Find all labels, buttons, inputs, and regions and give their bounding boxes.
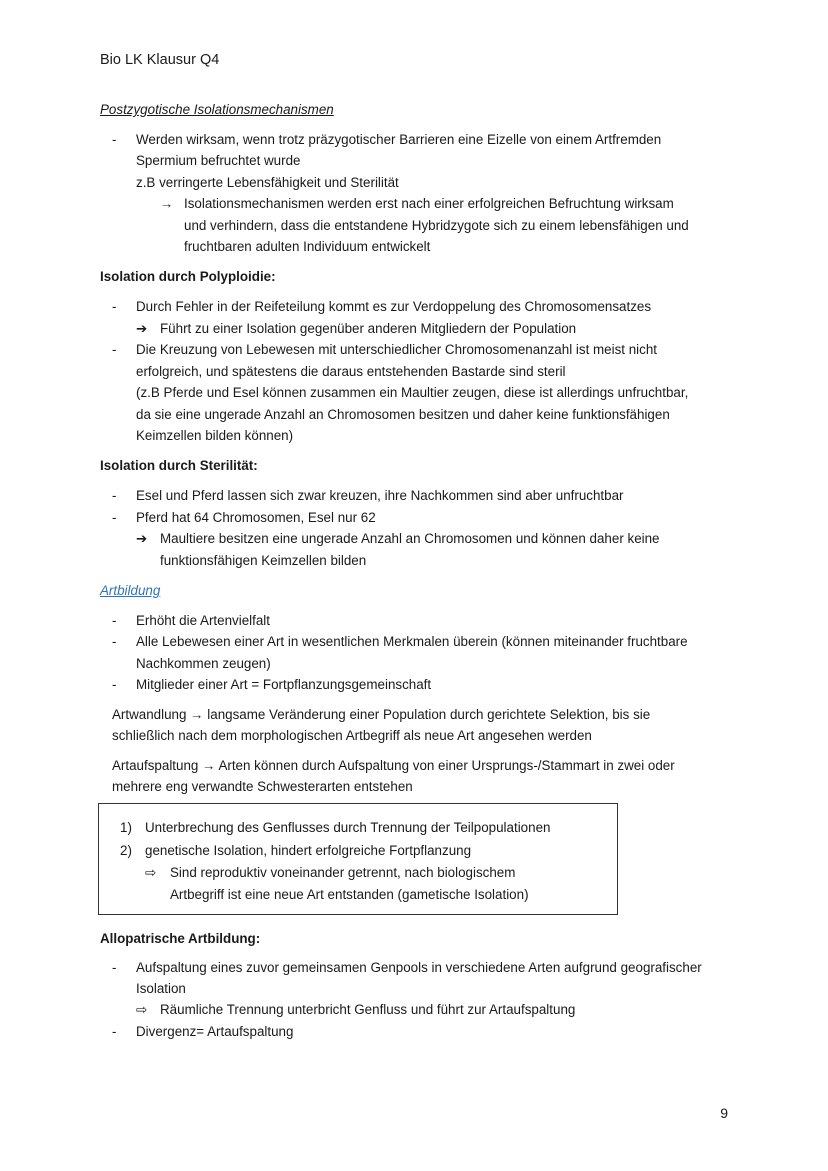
section-heading-sterilitaet: Isolation durch Sterilität:: [100, 458, 258, 473]
text-line: fruchtbaren adulten Individuum entwickelt: [184, 239, 431, 254]
text-line: Pferd hat 64 Chromosomen, Esel nur 62: [136, 510, 376, 525]
list-number: 2): [120, 843, 132, 858]
bullet-dash: -: [112, 132, 117, 147]
text-line: Aufspaltung eines zuvor gemeinsamen Genpools in verschiedene Arten aufgrund geografischer: [136, 960, 702, 975]
section-heading-postzygotisch: Postzygotische Isolationsmechanismen: [100, 102, 334, 117]
text-line: Artbegriff ist eine neue Art entstanden (gametische Isolation): [170, 887, 529, 902]
text-line: Sind reproduktiv voneinander getrennt, nach biologischem: [170, 865, 516, 880]
text-line: Führt zu einer Isolation gegenüber anderen Mitgliedern der Population: [160, 321, 577, 336]
text-line: Maultiere besitzen eine ungerade Anzahl an Chromosomen und können daher keine: [160, 531, 660, 546]
arrow-icon: ➔: [136, 321, 148, 336]
arrow-icon: ⇨: [145, 865, 157, 880]
text-line: mehrere eng verwandte Schwesterarten entstehen: [112, 779, 413, 794]
text-line: Keimzellen bilden können): [136, 428, 294, 443]
text-line: Durch Fehler in der Reifeteilung kommt es zur Verdoppelung des Chromosomensatzes: [136, 299, 652, 314]
bullet-dash: -: [112, 510, 117, 525]
bullet-dash: -: [112, 342, 117, 357]
text-line: Unterbrechung des Genflusses durch Trennung der Teilpopulationen: [145, 820, 551, 835]
text-line: Alle Lebewesen einer Art in wesentlichen Merkmalen überein (können miteinander fruchtbare: [136, 634, 688, 649]
text-line: Nachkommen zeugen): [136, 656, 271, 671]
bullet-dash: -: [112, 677, 117, 692]
arrow-icon: ⇨: [136, 1002, 148, 1017]
page-number: 9: [720, 1105, 728, 1121]
text-line: Spermium befruchtet wurde: [136, 153, 301, 168]
section-heading-artbildung[interactable]: Artbildung: [100, 583, 161, 598]
text-line: da sie eine ungerade Anzahl an Chromosomen besitzen und daher keine funktionsfähigen: [136, 407, 670, 422]
text-line: Divergenz= Artaufspaltung: [136, 1024, 294, 1039]
section-heading-allopatrisch: Allopatrische Artbildung:: [100, 931, 261, 946]
text-line: erfolgreich, und spätestens die daraus entstehenden Bastarde sind steril: [136, 364, 566, 379]
arrow-icon: ➔: [136, 531, 148, 546]
text-line: Isolation: [136, 981, 186, 996]
text-line: schließlich nach dem morphologischen Artbegriff als neue Art angesehen werden: [112, 728, 592, 743]
text-line: Räumliche Trennung unterbricht Genfluss und führt zur Artaufspaltung: [160, 1002, 576, 1017]
text-line: z.B verringerte Lebensfähigkeit und Sterilität: [136, 175, 399, 190]
text-line: Erhöht die Artenvielfalt: [136, 613, 270, 628]
text-line: und verhindern, dass die entstandene Hybridzygote sich zu einem lebensfähigen und: [184, 218, 689, 233]
bullet-dash: -: [112, 488, 117, 503]
bullet-dash: -: [112, 960, 117, 975]
text-line: Mitglieder einer Art = Fortpflanzungsgemeinschaft: [136, 677, 432, 692]
document-header: Bio LK Klausur Q4: [100, 52, 220, 68]
bullet-dash: -: [112, 299, 117, 314]
section-heading-polyploidie: Isolation durch Polyploidie:: [100, 269, 276, 284]
text-line: (z.B Pferde und Esel können zusammen ein Maultier zeugen, diese ist allerdings unfruchtbar,: [136, 385, 689, 400]
bullet-dash: -: [112, 613, 117, 628]
text-line: Artaufspaltung → Arten können durch Aufspaltung von einer Ursprungs-/Stammart in zwei oder: [112, 758, 675, 773]
arrow-icon: →: [160, 196, 174, 211]
text-line: Die Kreuzung von Lebewesen mit unterschiedlicher Chromosomenanzahl ist meist nicht: [136, 342, 658, 357]
text-line: Isolationsmechanismen werden erst nach einer erfolgreichen Befruchtung wirksam: [184, 196, 674, 211]
text-line: funktionsfähigen Keimzellen bilden: [160, 553, 367, 568]
bullet-dash: -: [112, 634, 117, 649]
list-number: 1): [120, 820, 132, 835]
text-line: Werden wirksam, wenn trotz präzygotischer Barrieren eine Eizelle von einem Artfremden: [136, 132, 662, 147]
bullet-dash: -: [112, 1024, 117, 1039]
text-line: genetische Isolation, hindert erfolgreiche Fortpflanzung: [145, 843, 472, 858]
text-line: Esel und Pferd lassen sich zwar kreuzen, ihre Nachkommen sind aber unfruchtbar: [136, 488, 624, 503]
text-line: Artwandlung → langsame Veränderung einer Population durch gerichtete Selektion, bis sie: [112, 707, 651, 722]
